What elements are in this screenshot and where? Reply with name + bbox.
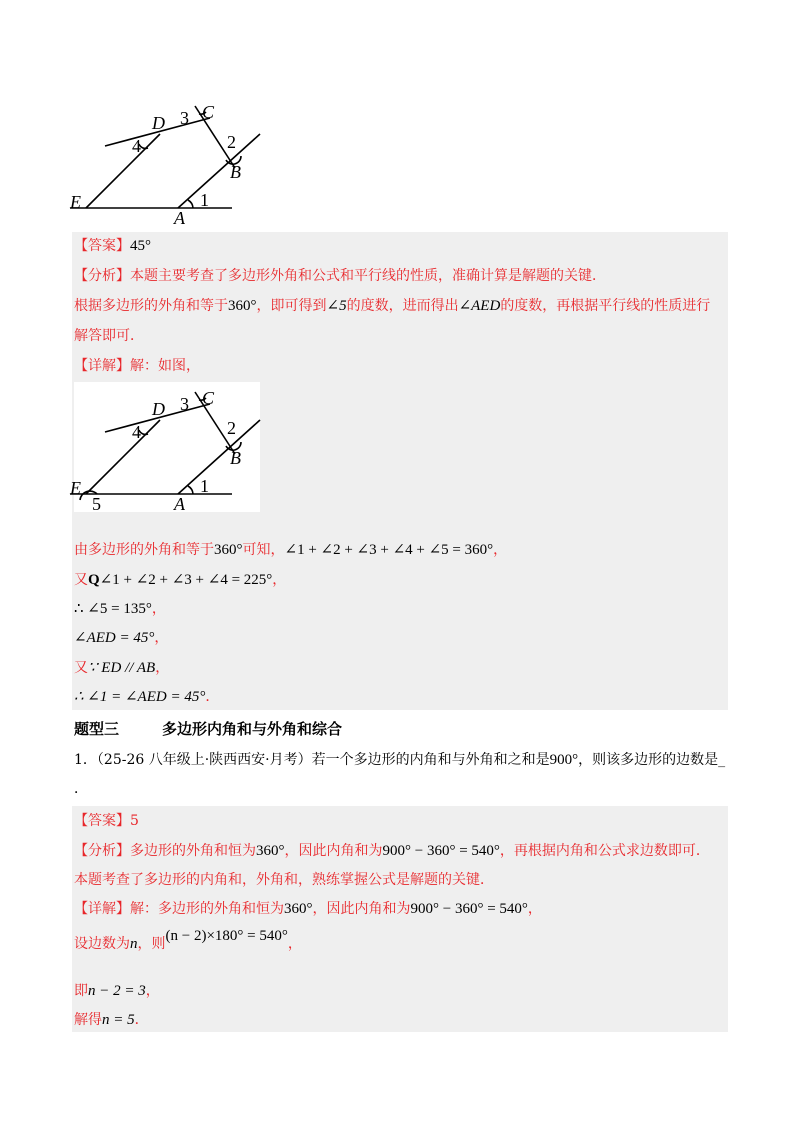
question-source: （25-26 八年级上·陕西西安·月考）: [96, 752, 312, 768]
detail-line-1: 【详解】解：如图，: [74, 358, 200, 374]
question-1: 1．（25-26 八年级上·陕西西安·月考）若一个多边形的内角和与外角和之和是900°，则该多边形的边数是_: [74, 752, 726, 768]
analysis-tag: 【分析】: [74, 268, 130, 284]
label-E: E: [70, 192, 81, 212]
analysis-line-2: 根据多边形的外角和等于360°，即可得到∠5的度数，进而得出∠AED的度数，再根据平行线的性质进行: [74, 298, 711, 314]
detail2-line-3: 即n − 2 = 3，: [74, 983, 160, 999]
label-B: B: [230, 162, 241, 182]
question-number: 1．: [74, 752, 97, 768]
question-1-line-2: ．: [74, 781, 88, 797]
analysis-line-3: 解答即可．: [74, 328, 144, 344]
label-4: 4: [132, 422, 141, 442]
detail2-line-2: 设边数为n，则(n − 2)×180° = 540°，: [74, 928, 302, 952]
answer-blank: _: [718, 752, 726, 768]
label-4: 4: [132, 136, 141, 156]
detail2-line-1: 【详解】解：多边形的外角和恒为360°，因此内角和为900° − 360° = 540°，: [74, 901, 542, 917]
analysis-line-1: [74, 266, 606, 286]
step-line-4: ∠AED = 45°，: [74, 630, 169, 646]
label-1: 1: [200, 190, 209, 210]
label-B: B: [230, 448, 241, 468]
polygon-figure-detail: [60, 382, 280, 516]
polygon-figure-top: [60, 96, 280, 230]
label-A: A: [174, 208, 185, 228]
analysis2-line-2: 本题考查了多边形的内角和，外角和，熟练掌握公式是解题的关键．: [74, 872, 494, 888]
label-E: E: [70, 478, 81, 498]
solution-block-2: [72, 806, 728, 1032]
label-D: D: [152, 399, 165, 419]
section-heading-label: 题型三: [74, 720, 120, 738]
label-5: 5: [92, 494, 101, 514]
detail2-line-4: 解得n = 5．: [74, 1012, 149, 1028]
section-heading-title: 多边形内角和与外角和综合: [162, 720, 343, 738]
detail-tag: 【详解】: [74, 358, 130, 374]
label-D: D: [152, 113, 165, 133]
step-line-5: 又∵ ED // AB，: [74, 660, 170, 676]
answer-line-1: [74, 236, 151, 256]
label-3: 3: [180, 394, 189, 414]
answer-line-2: 【答案】5: [74, 813, 139, 829]
step-line-2: 又Q∠1 + ∠2 + ∠3 + ∠4 = 225°，: [74, 572, 287, 588]
label-A: A: [174, 494, 185, 514]
label-2: 2: [227, 132, 236, 152]
label-1: 1: [200, 476, 209, 496]
step-line-3: ∴ ∠5 = 135°，: [74, 601, 166, 617]
answer-tag: 【答案】: [74, 238, 130, 254]
analysis-text: 本题主要考查了多边形外角和公式和平行线的性质，准确计算是解题的关键．: [130, 268, 606, 284]
analysis2-line-1: 【分析】多边形的外角和恒为360°，因此内角和为900° − 360° = 540°，再根据内角和公式求边数即可．: [74, 843, 710, 859]
label-C: C: [202, 102, 215, 122]
label-C: C: [202, 388, 215, 408]
label-3: 3: [180, 108, 189, 128]
step-line-1: 由多边形的外角和等于360°可知，∠1 + ∠2 + ∠3 + ∠4 + ∠5 = 360°，: [74, 542, 508, 558]
answer-value: 45°: [130, 238, 151, 254]
label-2: 2: [227, 418, 236, 438]
step-line-6: ∴ ∠1 = ∠AED = 45°．: [74, 689, 220, 705]
